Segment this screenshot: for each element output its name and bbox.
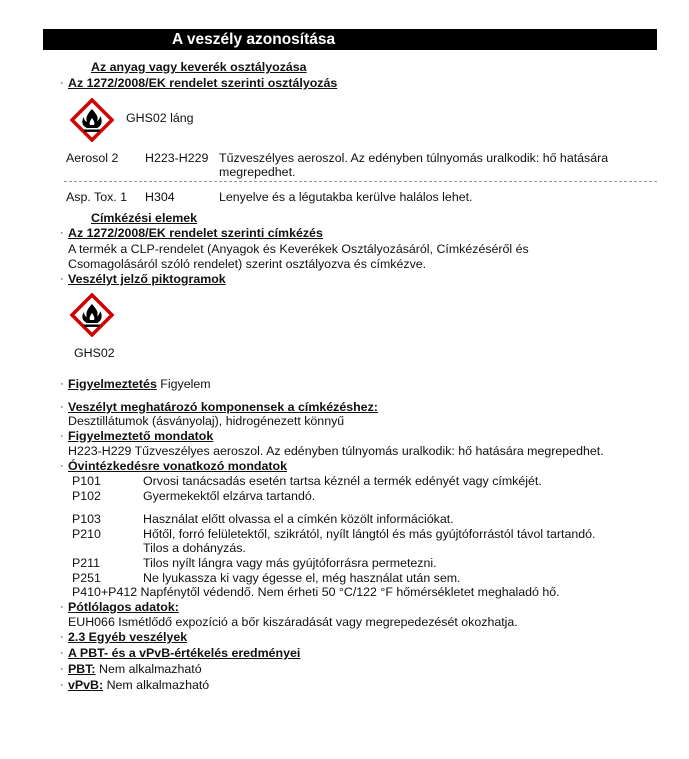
flame-icon — [70, 98, 114, 142]
signal-word-value: Figyelem — [160, 377, 211, 391]
classification-codes: H304 — [145, 190, 175, 204]
precaution-text: Ne lyukassza ki vagy égesse el, még használat után sem. — [143, 571, 461, 585]
pictogram-code-lang: GHS02 láng — [126, 111, 194, 125]
flame-icon — [70, 293, 114, 337]
bullet: · — [60, 460, 64, 472]
precaution-code: P102 — [72, 489, 101, 503]
bullet: · — [60, 227, 64, 239]
hazard-components-value: Desztillátumok (ásványolaj), hidrogénezett könnyű — [68, 414, 345, 428]
clp-text-line1: A termék a CLP-rendelet (Anyagok és Keverékek Osztályozásáról, Címkézéséről és — [68, 242, 529, 256]
bullet: · — [60, 647, 64, 659]
euh066-line: EUH066 Ismétlődő expozíció a bőr kiszáradását vagy megrepedezését okozhatja. — [68, 615, 518, 629]
precaution-text: Orvosi tanácsadás esetén tartsa kéznél a termék edényét vagy címkéjét. — [143, 474, 542, 488]
precaution-text: Hőtől, forró felületektől, szikrától, nyílt lángtól és más gyújtóforrástól távol tartandó. — [143, 527, 596, 541]
pbt-label: PBT: — [68, 662, 96, 676]
classification-class: Aerosol 2 — [66, 151, 119, 165]
section-header-title: A veszély azonosítása — [172, 31, 336, 48]
sub-hazard-components: Veszélyt meghatározó komponensek a címkézéshez: — [68, 400, 378, 414]
sub-pictograms: Veszélyt jelző piktogramok — [68, 272, 226, 286]
pictogram-code: GHS02 — [74, 346, 115, 360]
section-classification-title: Az anyag vagy keverék osztályozása — [91, 60, 307, 74]
bullet: · — [60, 679, 64, 691]
vpvb-row — [68, 678, 209, 692]
section-label-elements-title: Címkézési elemek — [91, 211, 198, 225]
bullet: · — [60, 430, 64, 442]
bullet: · — [60, 378, 64, 390]
vpvb-value: Nem alkalmazható — [106, 678, 210, 692]
vpvb-label: vPvB: — [68, 678, 104, 692]
precaution-code: P103 — [72, 512, 101, 526]
bullet: · — [60, 663, 64, 675]
classification-class: Asp. Tox. 1 — [66, 190, 128, 204]
precaution-code: P101 — [72, 474, 101, 488]
classification-text: Lenyelve és a légutakba kerülve halálos lehet. — [219, 190, 473, 204]
precaution-text-cont: Tilos a dohányzás. — [143, 541, 246, 555]
precaution-p410: P410+P412 Napfénytől védendő. Nem érheti 50 °C/122 °F hőmérsékletet meghaladó hő. — [72, 585, 560, 599]
signal-word-label: Figyelmeztetés — [68, 377, 157, 391]
precaution-code: P210 — [72, 527, 101, 541]
pbt-value: Nem alkalmazható — [99, 662, 202, 676]
clp-text-line2: Csomagolásáról szóló rendelet) szerint osztályozva és címkézve. — [68, 257, 427, 271]
sub-clp-labelling: Az 1272/2008/EK rendelet szerinti címkézés — [68, 226, 323, 240]
precaution-text: Használat előtt olvassa el a címkén közölt információkat. — [143, 512, 454, 526]
dashed-divider — [64, 181, 657, 182]
precaution-code: P251 — [72, 571, 101, 585]
bullet: · — [60, 273, 64, 285]
signal-word-row — [68, 377, 211, 391]
bullet: · — [60, 401, 64, 413]
sub-other-hazards: 2.3 Egyéb veszélyek — [68, 630, 188, 644]
sub-hazard-statements: Figyelmeztető mondatok — [68, 429, 214, 443]
bullet: · — [60, 601, 64, 613]
precaution-text: Gyermekektől elzárva tartandó. — [143, 489, 316, 503]
sub-precautionary: Óvintézkedésre vonatkozó mondatok — [68, 459, 287, 473]
precaution-text: Tilos nyílt lángra vagy más gyújtóforrásra permetezni. — [143, 556, 437, 570]
classification-codes: H223-H229 — [145, 151, 209, 165]
classification-text-cont: megrepedhet. — [219, 165, 296, 179]
sub-clp-classification: Az 1272/2008/EK rendelet szerinti osztályozás — [68, 76, 338, 90]
sub-additional: Pótlólagos adatok: — [68, 600, 179, 614]
hazard-statement: H223-H229 Tűzveszélyes aeroszol. Az edényben túlnyomás uralkodik: hő hatására megrepedhet. — [68, 444, 604, 458]
classification-text: Tűzveszélyes aeroszol. Az edényben túlnyomás uralkodik: hő hatására — [219, 151, 609, 165]
sub-pbt-results: A PBT- és a vPvB-értékelés eredményei — [68, 646, 301, 660]
section-header-bar — [43, 29, 657, 50]
precaution-code: P211 — [72, 556, 101, 570]
bullet: · — [60, 631, 64, 643]
bullet: · — [60, 77, 64, 89]
pbt-row — [68, 662, 202, 676]
